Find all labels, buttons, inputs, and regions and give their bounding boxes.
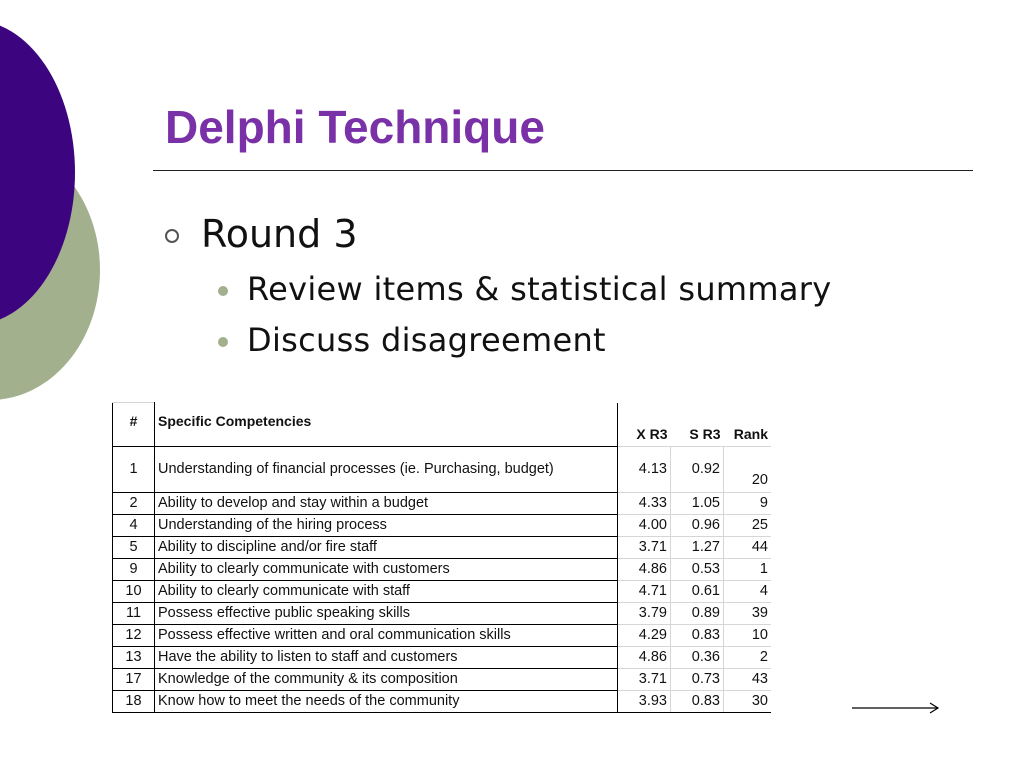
table-header-row: [113, 403, 772, 447]
row-num: 9: [113, 558, 155, 580]
table-row: [113, 690, 772, 712]
hollow-circle-icon: [165, 229, 179, 243]
table-row: [113, 602, 772, 624]
row-x-r3: 3.93: [618, 690, 671, 712]
row-s-r3: 0.83: [671, 624, 724, 646]
row-num: 1: [113, 446, 155, 492]
row-s-r3: 0.36: [671, 646, 724, 668]
row-rank: 20: [724, 446, 772, 492]
row-s-r3: 0.53: [671, 558, 724, 580]
table-row: [113, 580, 772, 602]
row-x-r3: 4.86: [618, 558, 671, 580]
sub-bullet-discuss: [218, 321, 606, 359]
row-num: 12: [113, 624, 155, 646]
row-competency: Possess effective written and oral communication skills: [155, 624, 618, 646]
row-num: 2: [113, 492, 155, 514]
table-row: [113, 558, 772, 580]
filled-dot-icon: [218, 337, 228, 347]
row-x-r3: 4.71: [618, 580, 671, 602]
header-x-r3: X R3: [618, 403, 671, 447]
row-num: 10: [113, 580, 155, 602]
row-competency: Have the ability to listen to staff and customers: [155, 646, 618, 668]
row-x-r3: 4.00: [618, 514, 671, 536]
bullet-text: Round 3: [201, 212, 358, 256]
table-row: [113, 536, 772, 558]
arrow-right-icon[interactable]: [852, 700, 942, 716]
header-s-r3: S R3: [671, 403, 724, 447]
table-row: [113, 668, 772, 690]
row-rank: 9: [724, 492, 772, 514]
row-rank: 10: [724, 624, 772, 646]
row-rank: 1: [724, 558, 772, 580]
row-competency: Possess effective public speaking skills: [155, 602, 618, 624]
row-x-r3: 3.71: [618, 668, 671, 690]
row-competency: Understanding of financial processes (ie. Purchasing, budget): [155, 446, 618, 492]
row-rank: 43: [724, 668, 772, 690]
sub-bullet-text: Review items & statistical summary: [247, 270, 832, 308]
row-s-r3: 0.96: [671, 514, 724, 536]
row-s-r3: 0.73: [671, 668, 724, 690]
row-rank: 2: [724, 646, 772, 668]
row-competency: Knowledge of the community & its composition: [155, 668, 618, 690]
row-s-r3: 0.83: [671, 690, 724, 712]
row-rank: 30: [724, 690, 772, 712]
row-rank: 25: [724, 514, 772, 536]
row-s-r3: 0.89: [671, 602, 724, 624]
row-x-r3: 4.86: [618, 646, 671, 668]
table-row: [113, 492, 772, 514]
header-competency: Specific Competencies: [155, 403, 618, 447]
table-row: [113, 624, 772, 646]
title-divider: [153, 170, 973, 171]
sub-bullet-review: [218, 270, 831, 308]
competencies-table: [112, 402, 771, 713]
row-rank: 39: [724, 602, 772, 624]
bullet-round-3: [165, 212, 358, 256]
row-x-r3: 4.29: [618, 624, 671, 646]
row-num: 11: [113, 602, 155, 624]
table-row: [113, 514, 772, 536]
header-rank: Rank: [724, 403, 772, 447]
row-competency: Ability to discipline and/or fire staff: [155, 536, 618, 558]
row-x-r3: 4.33: [618, 492, 671, 514]
row-rank: 4: [724, 580, 772, 602]
row-competency: Know how to meet the needs of the community: [155, 690, 618, 712]
row-competency: Ability to clearly communicate with customers: [155, 558, 618, 580]
row-s-r3: 1.05: [671, 492, 724, 514]
table-row: [113, 646, 772, 668]
row-s-r3: 1.27: [671, 536, 724, 558]
row-competency: Understanding of the hiring process: [155, 514, 618, 536]
row-competency: Ability to develop and stay within a budget: [155, 492, 618, 514]
row-competency: Ability to clearly communicate with staff: [155, 580, 618, 602]
filled-dot-icon: [218, 286, 228, 296]
row-num: 5: [113, 536, 155, 558]
row-num: 4: [113, 514, 155, 536]
row-num: 17: [113, 668, 155, 690]
row-s-r3: 0.92: [671, 446, 724, 492]
header-num: #: [113, 403, 155, 447]
row-x-r3: 4.13: [618, 446, 671, 492]
row-x-r3: 3.79: [618, 602, 671, 624]
table-row: [113, 446, 772, 492]
row-num: 13: [113, 646, 155, 668]
row-x-r3: 3.71: [618, 536, 671, 558]
row-num: 18: [113, 690, 155, 712]
slide-title: Delphi Technique: [165, 101, 545, 153]
sub-bullet-text: Discuss disagreement: [247, 321, 606, 359]
row-rank: 44: [724, 536, 772, 558]
row-s-r3: 0.61: [671, 580, 724, 602]
